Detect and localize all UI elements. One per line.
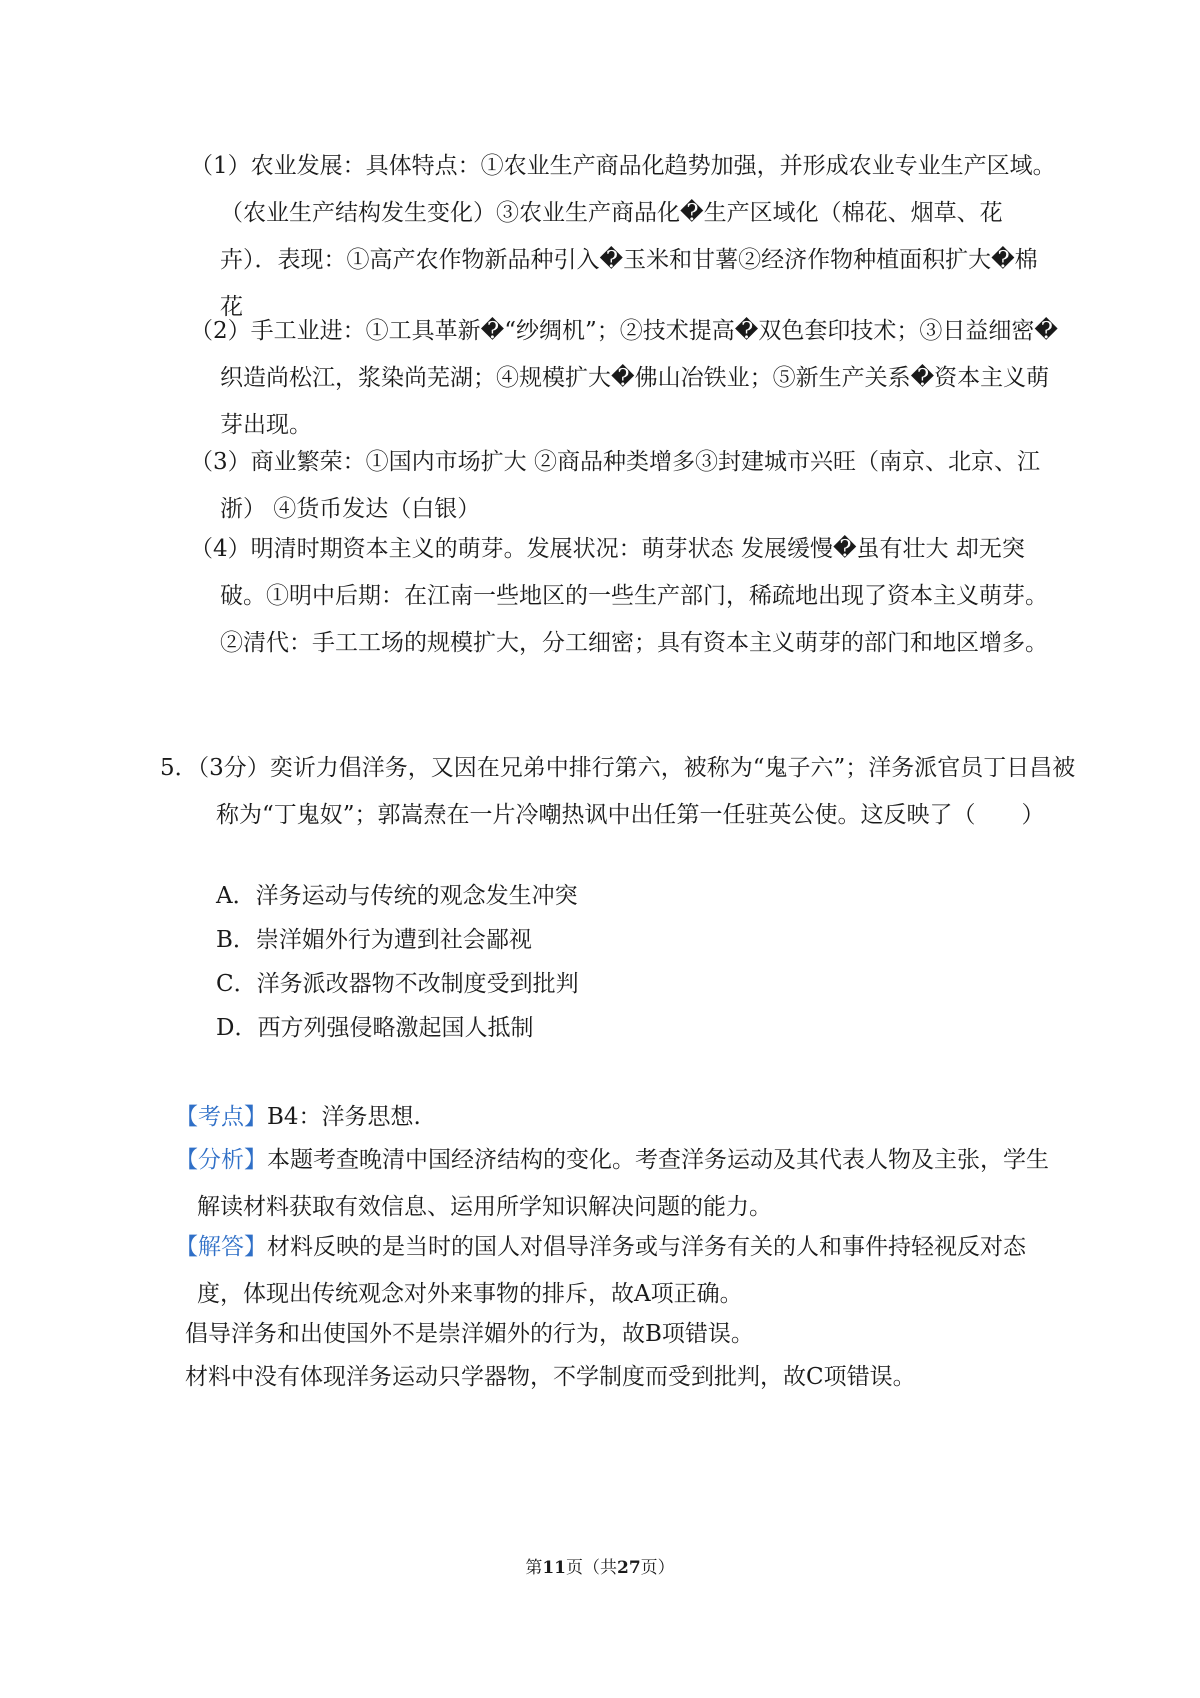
kaodian-section [175, 1094, 1052, 1141]
option-a: A．洋务运动与传统的观念发生冲突 [216, 883, 578, 909]
jieda-section [175, 1224, 1052, 1318]
option-b: B．崇洋媚外行为遭到社会鄙视 [216, 927, 532, 953]
fenxi-section [175, 1137, 1052, 1231]
agriculture-paragraph: （1）农业发展：具体特点：①农业生产商品化趋势加强，并形成农业专业生产区域。（农业生产结构发生变化）③农业生产商品化�生产区域化（棉花、烟草、花卉）．表现：①高产农作物新品种引入�玉米和甘薯②经济作物种植面积扩大�棉花 [190, 153, 1056, 320]
footer-prefix: 第 [525, 1558, 543, 1578]
footer-middle: 页（共 [566, 1558, 617, 1578]
kaodian-text: B4：洋务思想. [267, 1104, 421, 1130]
capitalism-sprout-paragraph: （4）明清时期资本主义的萌芽。发展状况：萌芽状态 发展缓慢�虽有壮大 却无突破。①明中后期：在江南一些地区的一些生产部门，稀疏地出现了资本主义萌芽。②清代：手工工场的规模扩大，分工细密；具有资本主义萌芽的部门和地区增多。 [190, 536, 1048, 656]
footer-suffix: 页） [640, 1558, 675, 1578]
footer-total-pages: 27 [617, 1558, 641, 1578]
commerce-paragraph: （3）商业繁荣：①国内市场扩大 ②商品种类增多③封建城市兴旺（南京、北京、江浙） ④货币发达（白银） [190, 449, 1040, 522]
option-b-explanation: 倡导洋务和出使国外不是崇洋媚外的行为，故B项错误。 [185, 1321, 754, 1347]
handicraft-paragraph: （2）手工业进：①工具革新�“纱绸机”；②技术提高�双色套印技术；③日益细密�织造尚松江，浆染尚芜湖；④规模扩大�佛山冶铁业；⑤新生产关系�资本主义萌芽出现。 [190, 318, 1058, 438]
option-d: D．西方列强侵略激起国人抵制 [216, 1015, 534, 1041]
kaodian-tag: 【考点】 [175, 1104, 267, 1130]
page-footer [0, 1556, 1200, 1580]
option-c: C．洋务派改器物不改制度受到批判 [216, 971, 579, 997]
jieda-text: 材料反映的是当时的国人对倡导洋务或与洋务有关的人和事件持轻视反对态度，体现出传统观念对外来事物的排斥，故A项正确。 [197, 1234, 1026, 1307]
jieda-tag: 【解答】 [175, 1234, 267, 1260]
question-stem: 5．（3分）奕䜣力倡洋务，又因在兄弟中排行第六，被称为“鬼子六”；洋务派官员丁日昌被称为“丁鬼奴”；郭嵩焘在一片冷嘲热讽中出任第一任驻英公使。这反映了（ ） [160, 755, 1076, 828]
footer-page-number: 11 [542, 1558, 566, 1578]
fenxi-text: 本题考查晚清中国经济结构的变化。考查洋务运动及其代表人物及主张，学生解读材料获取有效信息、运用所学知识解决问题的能力。 [197, 1147, 1049, 1220]
option-c-explanation: 材料中没有体现洋务运动只学器物，不学制度而受到批判，故C项错误。 [185, 1364, 916, 1390]
fenxi-tag: 【分析】 [175, 1147, 267, 1173]
